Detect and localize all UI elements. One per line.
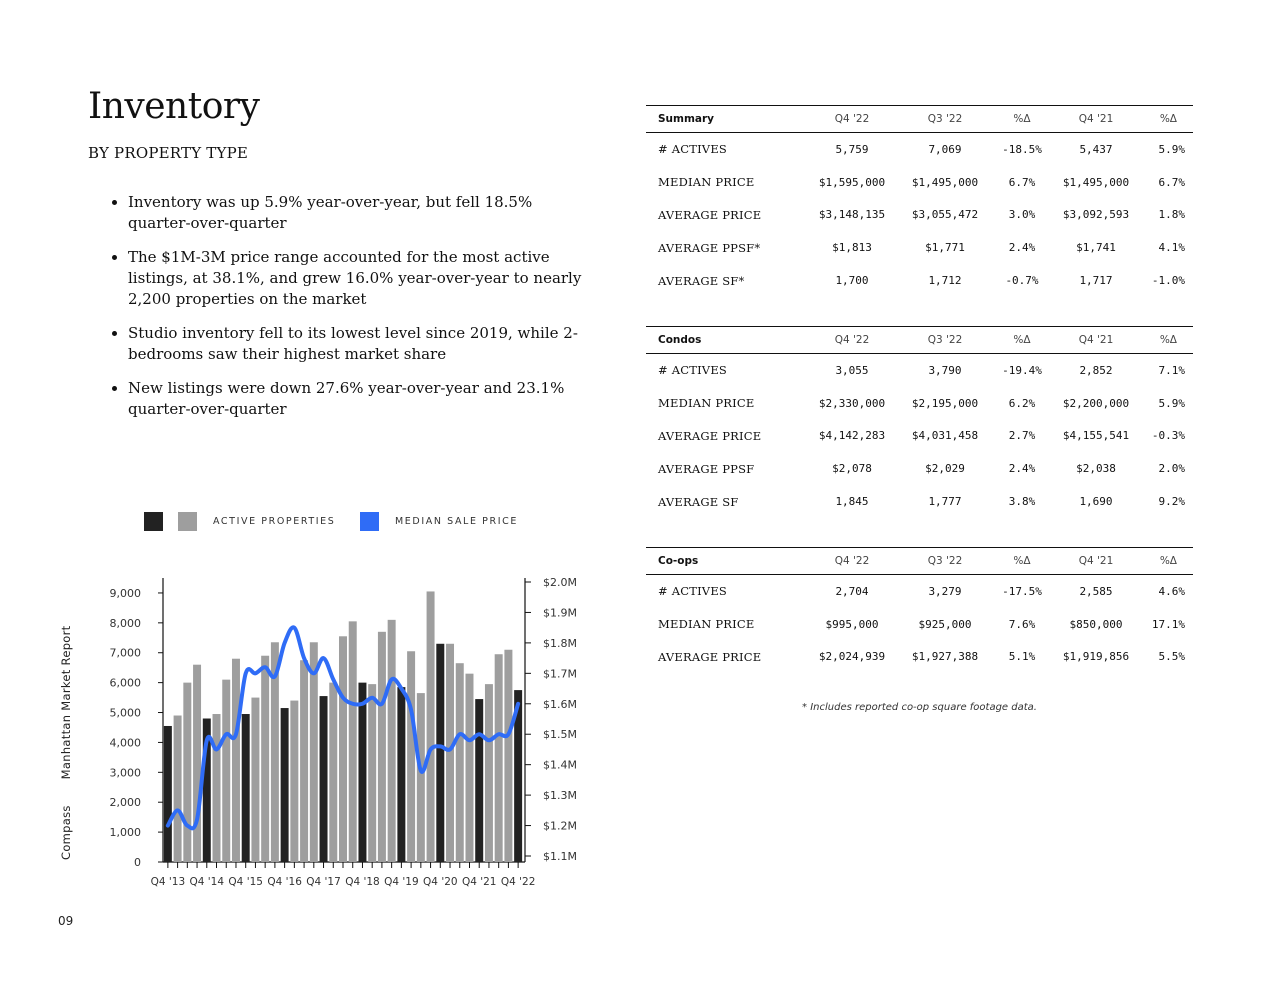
table-cell: 2,585 <box>1079 584 1113 598</box>
table-cell: 2.4% <box>1008 241 1036 255</box>
column-header: %Δ <box>1140 327 1193 354</box>
x-tick-label: Q4 '21 <box>461 876 497 888</box>
table-cell: 9.2% <box>1158 495 1185 509</box>
bar-q4 <box>436 644 444 862</box>
bar-quarter <box>417 693 425 862</box>
table-cell: $2,038 <box>1076 462 1116 476</box>
legend-label-active: ACTIVE PROPERTIES <box>213 516 336 527</box>
table-row <box>646 166 1193 199</box>
column-header: Q4 '22 <box>806 106 898 133</box>
column-header: Q4 '21 <box>1052 327 1140 354</box>
page-title: Inventory <box>88 86 260 127</box>
table-title: Co-ops <box>646 548 806 575</box>
row-label: # ACTIVES <box>658 584 727 599</box>
table-cell: $3,055,472 <box>911 208 979 222</box>
right-tick-label: $1.8M <box>543 636 577 650</box>
table-row <box>646 264 1193 297</box>
bar-quarter <box>339 636 347 862</box>
column-header: %Δ <box>992 548 1052 575</box>
column-header: Q4 '21 <box>1052 548 1140 575</box>
coops-table <box>646 547 1193 673</box>
table-row <box>646 575 1193 608</box>
bar-q4 <box>320 696 328 862</box>
table-row <box>646 199 1193 232</box>
table-cell: $1,927,388 <box>911 650 979 664</box>
table-cell: 4.6% <box>1158 584 1185 598</box>
table-cell: -17.5% <box>1002 584 1042 598</box>
bar-quarter <box>465 674 473 862</box>
table-cell: 3,790 <box>928 363 962 377</box>
left-tick-label: 2,000 <box>109 796 141 810</box>
left-tick-label: 8,000 <box>109 616 141 630</box>
bar-quarter <box>300 660 308 862</box>
table-cell: 1,845 <box>835 495 869 509</box>
highlight-item: • Inventory was up 5.9% year-over-year, but fell 18.5% quarter-over-quarter <box>128 192 598 234</box>
table-cell: 2.0% <box>1158 462 1185 476</box>
table-cell: $2,078 <box>832 462 872 476</box>
row-label: MEDIAN PRICE <box>658 617 755 632</box>
left-tick-label: 9,000 <box>109 586 141 600</box>
x-tick-label: Q4 '17 <box>306 876 341 888</box>
left-tick-label: 7,000 <box>109 646 141 660</box>
row-label: AVERAGE SF <box>658 494 739 509</box>
table-cell: 2,852 <box>1079 363 1113 377</box>
column-header: %Δ <box>992 327 1052 354</box>
bar-quarter <box>183 683 191 862</box>
bar-quarter <box>407 651 415 862</box>
bar-quarter <box>504 650 512 862</box>
row-label: MEDIAN PRICE <box>658 175 755 190</box>
row-label: AVERAGE SF* <box>658 273 745 288</box>
table-cell: 6.7% <box>1008 175 1036 189</box>
table-title: Condos <box>646 327 806 354</box>
bar-quarter <box>290 701 298 862</box>
bar-quarter <box>485 684 493 862</box>
column-header: %Δ <box>1140 106 1193 133</box>
bar-q4 <box>281 708 289 862</box>
table-row <box>646 387 1193 420</box>
inventory-chart <box>90 570 590 900</box>
summary-table <box>646 105 1193 297</box>
bar-quarter <box>193 665 201 862</box>
table-row <box>646 133 1193 166</box>
table-cell: $2,330,000 <box>818 396 886 410</box>
column-header: Q4 '22 <box>806 548 898 575</box>
highlight-item: • Studio inventory fell to its lowest level since 2019, while 2-bedrooms saw their highest market share <box>128 323 598 365</box>
bar-quarter <box>329 683 337 862</box>
row-label: AVERAGE PRICE <box>658 207 762 222</box>
table-cell: 6.2% <box>1008 396 1036 410</box>
table-cell: $3,092,593 <box>1062 208 1130 222</box>
table-cell: $4,155,541 <box>1062 429 1130 443</box>
table-cell: 4.1% <box>1158 241 1185 255</box>
x-tick-label: Q4 '13 <box>150 876 186 888</box>
x-tick-label: Q4 '15 <box>228 876 263 888</box>
x-tick-label: Q4 '14 <box>189 876 225 888</box>
table-cell: 5.1% <box>1008 650 1036 664</box>
table-cell: 5.5% <box>1158 650 1185 664</box>
bar-quarter <box>388 620 396 862</box>
left-tick-label: 6,000 <box>109 676 141 690</box>
column-header: Q3 '22 <box>898 106 992 133</box>
table-cell: $3,148,135 <box>818 208 886 222</box>
x-tick-label: Q4 '18 <box>345 876 380 888</box>
table-cell: 7.1% <box>1158 363 1185 377</box>
column-header: Q4 '22 <box>806 327 898 354</box>
sidebar-caption <box>59 626 73 860</box>
bar-quarter <box>174 716 182 862</box>
right-tick-label: $1.9M <box>543 606 577 620</box>
table-cell: $1,495,000 <box>1062 175 1130 189</box>
table-cell: $4,142,283 <box>818 429 886 443</box>
legend-swatch-q4 <box>144 512 163 531</box>
right-tick-label: $1.5M <box>543 728 577 742</box>
right-tick-label: $1.6M <box>543 697 577 711</box>
table-cell: $2,029 <box>925 462 965 476</box>
left-tick-label: 3,000 <box>109 766 141 780</box>
table-cell: -18.5% <box>1002 142 1042 156</box>
table-cell: 5,759 <box>835 142 869 156</box>
row-label: AVERAGE PRICE <box>658 649 762 664</box>
table-row <box>646 231 1193 264</box>
brand-name: Compass <box>59 805 73 860</box>
row-label: # ACTIVES <box>658 363 727 378</box>
table-cell: 3.0% <box>1008 208 1036 222</box>
highlight-item: • New listings were down 27.6% year-over-year and 23.1% quarter-over-quarter <box>128 378 598 420</box>
table-cell: -1.0% <box>1151 274 1185 288</box>
table-row <box>646 485 1193 518</box>
table-title: Summary <box>646 106 806 133</box>
table-cell: 2,704 <box>835 584 869 598</box>
table-cell: $1,495,000 <box>911 175 979 189</box>
bar-quarter <box>456 663 464 862</box>
column-header: Q3 '22 <box>898 548 992 575</box>
highlights-list <box>96 192 598 433</box>
table-cell: $925,000 <box>918 617 972 631</box>
table-cell: 3.8% <box>1008 495 1036 509</box>
column-header: %Δ <box>1140 548 1193 575</box>
legend-label-median: MEDIAN SALE PRICE <box>395 516 518 527</box>
table-cell: 6.7% <box>1158 175 1185 189</box>
left-tick-label: 1,000 <box>109 826 141 840</box>
bar-quarter <box>222 680 230 862</box>
table-cell: 2.4% <box>1008 462 1036 476</box>
table-cell: 1.8% <box>1158 208 1185 222</box>
table-cell: -19.4% <box>1002 363 1042 377</box>
bar-quarter <box>446 644 454 862</box>
row-label: AVERAGE PPSF* <box>658 240 761 255</box>
table-cell: $1,813 <box>832 241 872 255</box>
table-cell: $1,741 <box>1076 241 1116 255</box>
table-cell: 7,069 <box>928 142 962 156</box>
bar-q4 <box>397 687 405 862</box>
left-tick-label: 5,000 <box>109 706 141 720</box>
bar-quarter <box>378 632 386 862</box>
bar-quarter <box>232 659 240 862</box>
table-cell: 2.7% <box>1008 429 1036 443</box>
table-cell: $995,000 <box>825 617 879 631</box>
table-cell: $2,200,000 <box>1062 396 1130 410</box>
right-tick-label: $1.3M <box>543 789 577 803</box>
page-subtitle: BY PROPERTY TYPE <box>88 144 249 162</box>
row-label: MEDIAN PRICE <box>658 396 755 411</box>
column-header: %Δ <box>992 106 1052 133</box>
x-tick-label: Q4 '19 <box>384 876 419 888</box>
table-cell: 5.9% <box>1158 142 1185 156</box>
x-tick-label: Q4 '16 <box>267 876 302 888</box>
table-cell: 3,279 <box>928 584 962 598</box>
row-label: AVERAGE PPSF <box>658 461 755 476</box>
column-header: Q3 '22 <box>898 327 992 354</box>
table-row <box>646 354 1193 387</box>
report-name: Manhattan Market Report <box>59 625 73 780</box>
right-tick-label: $1.4M <box>543 758 577 772</box>
bar-q4 <box>358 683 366 862</box>
column-header: Q4 '21 <box>1052 106 1140 133</box>
right-tick-label: $2.0M <box>543 576 577 589</box>
x-tick-label: Q4 '20 <box>423 876 458 888</box>
highlight-item: • The $1M-3M price range accounted for the most active listings, at 38.1%, and grew 16.0% year-over-year to nearly 2,200 properties on the market <box>128 247 598 310</box>
legend-swatch-median <box>360 512 379 531</box>
left-tick-label: 0 <box>134 856 141 869</box>
bar-quarter <box>261 656 269 862</box>
left-tick-label: 4,000 <box>109 736 141 750</box>
row-label: AVERAGE PRICE <box>658 428 762 443</box>
bar-quarter <box>251 698 259 862</box>
bar-quarter <box>368 684 376 862</box>
x-tick-label: Q4 '22 <box>500 876 536 888</box>
table-cell: 1,712 <box>928 274 962 288</box>
table-cell: 5,437 <box>1079 142 1113 156</box>
table-row <box>646 452 1193 485</box>
table-cell: 3,055 <box>835 363 869 377</box>
table-row <box>646 608 1193 641</box>
table-row <box>646 420 1193 453</box>
table-cell: $4,031,458 <box>911 429 979 443</box>
table-cell: 1,777 <box>928 495 962 509</box>
bar-quarter <box>495 654 503 862</box>
table-cell: $1,595,000 <box>818 175 886 189</box>
bar-quarter <box>349 621 357 862</box>
table-cell: 5.9% <box>1158 396 1185 410</box>
page-number: 09 <box>58 914 74 928</box>
row-label: # ACTIVES <box>658 142 727 157</box>
bar-q4 <box>475 699 483 862</box>
table-cell: 1,690 <box>1079 495 1113 509</box>
table-row <box>646 641 1193 674</box>
right-tick-label: $1.7M <box>543 667 577 681</box>
legend-swatch-other <box>178 512 197 531</box>
footnote: * Includes reported co-op square footage data. <box>802 702 1037 713</box>
bar-q4 <box>242 714 250 862</box>
table-cell: -0.7% <box>1005 274 1039 288</box>
right-tick-label: $1.1M <box>543 850 577 863</box>
table-cell: $2,195,000 <box>911 396 979 410</box>
table-cell: $1,771 <box>925 241 965 255</box>
condos-table <box>646 326 1193 518</box>
bar-quarter <box>213 714 221 862</box>
table-cell: -0.3% <box>1151 429 1185 443</box>
table-cell: $850,000 <box>1069 617 1123 631</box>
table-cell: 1,717 <box>1079 274 1113 288</box>
right-tick-label: $1.2M <box>543 819 577 833</box>
bar-quarter <box>427 591 435 862</box>
table-cell: 1,700 <box>835 274 869 288</box>
bar-q4 <box>164 726 172 862</box>
table-cell: $1,919,856 <box>1062 650 1130 664</box>
table-cell: 17.1% <box>1151 617 1185 631</box>
table-cell: $2,024,939 <box>818 650 886 664</box>
table-cell: 7.6% <box>1008 617 1036 631</box>
